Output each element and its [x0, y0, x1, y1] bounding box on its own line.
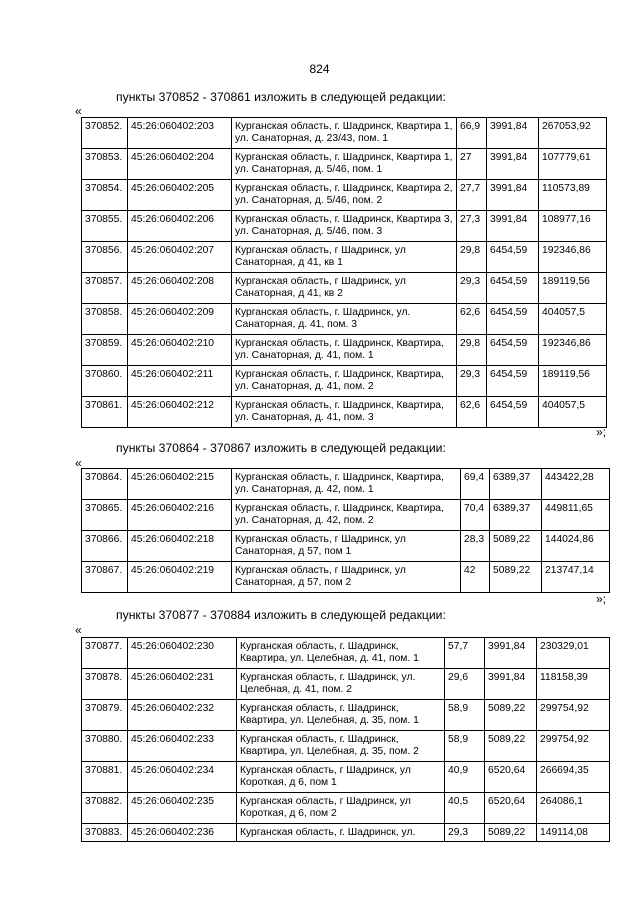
area-cell: 57,7 [445, 638, 485, 669]
cadastral-number-cell: 45:26:060402:209 [128, 304, 232, 335]
total-value-cell: 213747,14 [542, 562, 610, 593]
cadastral-number-cell: 45:26:060402:231 [128, 669, 237, 700]
cadastral-number-cell: 45:26:060402:208 [128, 273, 232, 304]
total-value-cell: 266694,35 [537, 762, 610, 793]
item-number-cell: 370854. [82, 180, 128, 211]
total-value-cell: 299754,92 [537, 731, 610, 762]
area-cell: 27 [457, 149, 487, 180]
address-cell: Курганская область, г Шадринск, ул Санаторная, д 57, пом 2 [232, 562, 461, 593]
total-value-cell: 443422,28 [542, 469, 610, 500]
area-cell: 29,6 [445, 669, 485, 700]
price-per-unit-cell: 6520,64 [485, 762, 537, 793]
table-row [82, 242, 607, 273]
table-row [82, 273, 607, 304]
table-row [82, 500, 610, 531]
address-cell: Курганская область, г Шадринск, ул Короткая, д 6, пом 2 [237, 793, 445, 824]
area-cell: 66,9 [457, 118, 487, 149]
item-number-cell: 370856. [82, 242, 128, 273]
cadastral-number-cell: 45:26:060402:219 [128, 562, 232, 593]
area-cell: 29,3 [445, 824, 485, 842]
price-per-unit-cell: 3991,84 [485, 638, 537, 669]
table-row [82, 149, 607, 180]
item-number-cell: 370883. [82, 824, 128, 842]
amendment-table [81, 117, 607, 428]
cadastral-number-cell: 45:26:060402:232 [128, 700, 237, 731]
total-value-cell: 192346,86 [539, 242, 607, 273]
address-cell: Курганская область, г. Шадринск, Квартира, ул. Целебная, д. 41, пом. 1 [237, 638, 445, 669]
cadastral-number-cell: 45:26:060402:206 [128, 211, 232, 242]
total-value-cell: 404057,5 [539, 397, 607, 428]
address-cell: Курганская область, г. Шадринск, Квартира 1, ул. Санаторная, д. 23/43, пом. 1 [232, 118, 457, 149]
price-per-unit-cell: 3991,84 [487, 180, 539, 211]
total-value-cell: 108977,16 [539, 211, 607, 242]
total-value-cell: 107779,61 [539, 149, 607, 180]
table-row [82, 731, 610, 762]
address-cell: Курганская область, г. Шадринск, Квартира 1, ул. Санаторная, д. 5/46, пом. 1 [232, 149, 457, 180]
address-cell: Курганская область, г. Шадринск, Квартира, ул. Санаторная, д. 42, пом. 1 [232, 469, 461, 500]
total-value-cell: 110573,89 [539, 180, 607, 211]
price-per-unit-cell: 5089,22 [490, 531, 542, 562]
item-number-cell: 370860. [82, 366, 128, 397]
area-cell: 58,9 [445, 700, 485, 731]
cadastral-number-cell: 45:26:060402:215 [128, 469, 232, 500]
open-quote: « [75, 456, 82, 470]
area-cell: 28,3 [461, 531, 490, 562]
item-number-cell: 370881. [82, 762, 128, 793]
total-value-cell: 189119,56 [539, 366, 607, 397]
table-row [82, 562, 610, 593]
address-cell: Курганская область, г Шадринск, ул Короткая, д 6, пом 1 [237, 762, 445, 793]
price-per-unit-cell: 5089,22 [485, 700, 537, 731]
cadastral-number-cell: 45:26:060402:204 [128, 149, 232, 180]
cadastral-number-cell: 45:26:060402:212 [128, 397, 232, 428]
address-cell: Курганская область, г. Шадринск, ул. Целебная, д. 41, пом. 2 [237, 669, 445, 700]
item-number-cell: 370853. [82, 149, 128, 180]
total-value-cell: 118158,39 [537, 669, 610, 700]
table-row [82, 638, 610, 669]
table-row [82, 531, 610, 562]
table-row [82, 793, 610, 824]
price-per-unit-cell: 6389,37 [490, 500, 542, 531]
amendment-table [81, 468, 610, 593]
table-row [82, 824, 610, 842]
cadastral-number-cell: 45:26:060402:233 [128, 731, 237, 762]
item-number-cell: 370882. [82, 793, 128, 824]
price-per-unit-cell: 5089,22 [485, 731, 537, 762]
open-quote: « [75, 104, 82, 118]
cadastral-number-cell: 45:26:060402:205 [128, 180, 232, 211]
address-cell: Курганская область, г. Шадринск, Квартира, ул. Санаторная, д. 41, пом. 1 [232, 335, 457, 366]
price-per-unit-cell: 6454,59 [487, 273, 539, 304]
cadastral-number-cell: 45:26:060402:216 [128, 500, 232, 531]
cadastral-number-cell: 45:26:060402:230 [128, 638, 237, 669]
table-row [82, 669, 610, 700]
close-quote: »; [596, 592, 607, 606]
section-heading: пункты 370864 - 370867 изложить в следующей редакции: [116, 441, 446, 455]
address-cell: Курганская область, г. Шадринск, Квартира, ул. Целебная, д. 35, пом. 2 [237, 731, 445, 762]
price-per-unit-cell: 5089,22 [490, 562, 542, 593]
area-cell: 58,9 [445, 731, 485, 762]
item-number-cell: 370866. [82, 531, 128, 562]
area-cell: 29,8 [457, 335, 487, 366]
table-row [82, 762, 610, 793]
cadastral-number-cell: 45:26:060402:236 [128, 824, 237, 842]
address-cell: Курганская область, г. Шадринск, Квартира 2, ул. Санаторная, д. 5/46, пом. 2 [232, 180, 457, 211]
address-cell: Курганская область, г. Шадринск, Квартира, ул. Санаторная, д. 41, пом. 2 [232, 366, 457, 397]
total-value-cell: 230329,01 [537, 638, 610, 669]
area-cell: 40,5 [445, 793, 485, 824]
total-value-cell: 264086,1 [537, 793, 610, 824]
cadastral-number-cell: 45:26:060402:207 [128, 242, 232, 273]
area-cell: 62,6 [457, 304, 487, 335]
item-number-cell: 370864. [82, 469, 128, 500]
total-value-cell: 299754,92 [537, 700, 610, 731]
item-number-cell: 370878. [82, 669, 128, 700]
item-number-cell: 370852. [82, 118, 128, 149]
address-cell: Курганская область, г. Шадринск, Квартира, ул. Санаторная, д. 41, пом. 3 [232, 397, 457, 428]
price-per-unit-cell: 6454,59 [487, 397, 539, 428]
price-per-unit-cell: 6389,37 [490, 469, 542, 500]
cadastral-number-cell: 45:26:060402:235 [128, 793, 237, 824]
cadastral-number-cell: 45:26:060402:234 [128, 762, 237, 793]
area-cell: 62,6 [457, 397, 487, 428]
section-heading: пункты 370877 - 370884 изложить в следующей редакции: [116, 608, 446, 622]
cadastral-number-cell: 45:26:060402:218 [128, 531, 232, 562]
price-per-unit-cell: 6454,59 [487, 366, 539, 397]
price-per-unit-cell: 3991,84 [487, 118, 539, 149]
address-cell: Курганская область, г Шадринск, ул Санаторная, д 57, пом 1 [232, 531, 461, 562]
item-number-cell: 370865. [82, 500, 128, 531]
table-row [82, 335, 607, 366]
price-per-unit-cell: 6454,59 [487, 335, 539, 366]
address-cell: Курганская область, г Шадринск, ул Санаторная, д 41, кв 1 [232, 242, 457, 273]
close-quote: »; [596, 425, 607, 439]
area-cell: 29,3 [457, 366, 487, 397]
area-cell: 40,9 [445, 762, 485, 793]
table-row [82, 700, 610, 731]
total-value-cell: 449811,65 [542, 500, 610, 531]
page-number: 824 [309, 62, 330, 76]
area-cell: 42 [461, 562, 490, 593]
item-number-cell: 370858. [82, 304, 128, 335]
item-number-cell: 370859. [82, 335, 128, 366]
price-per-unit-cell: 3991,84 [487, 149, 539, 180]
item-number-cell: 370877. [82, 638, 128, 669]
table-row [82, 397, 607, 428]
address-cell: Курганская область, г. Шадринск, Квартира, ул. Санаторная, д. 42, пом. 2 [232, 500, 461, 531]
area-cell: 27,3 [457, 211, 487, 242]
open-quote: « [75, 623, 82, 637]
total-value-cell: 189119,56 [539, 273, 607, 304]
area-cell: 29,8 [457, 242, 487, 273]
amendment-table [81, 637, 610, 842]
price-per-unit-cell: 6454,59 [487, 304, 539, 335]
price-per-unit-cell: 6520,64 [485, 793, 537, 824]
total-value-cell: 267053,92 [539, 118, 607, 149]
total-value-cell: 192346,86 [539, 335, 607, 366]
table-row [82, 469, 610, 500]
price-per-unit-cell: 6454,59 [487, 242, 539, 273]
table-row [82, 211, 607, 242]
section-heading: пункты 370852 - 370861 изложить в следующей редакции: [116, 90, 446, 104]
total-value-cell: 149114,08 [537, 824, 610, 842]
price-per-unit-cell: 3991,84 [485, 669, 537, 700]
table-row [82, 366, 607, 397]
item-number-cell: 370879. [82, 700, 128, 731]
table-row [82, 180, 607, 211]
cadastral-number-cell: 45:26:060402:210 [128, 335, 232, 366]
item-number-cell: 370867. [82, 562, 128, 593]
area-cell: 27,7 [457, 180, 487, 211]
total-value-cell: 144024,86 [542, 531, 610, 562]
item-number-cell: 370880. [82, 731, 128, 762]
price-per-unit-cell: 5089,22 [485, 824, 537, 842]
address-cell: Курганская область, г. Шадринск, Квартира, ул. Целебная, д. 35, пом. 1 [237, 700, 445, 731]
area-cell: 69,4 [461, 469, 490, 500]
address-cell: Курганская область, г. Шадринск, ул. [237, 824, 445, 842]
item-number-cell: 370855. [82, 211, 128, 242]
table-row [82, 304, 607, 335]
price-per-unit-cell: 3991,84 [487, 211, 539, 242]
item-number-cell: 370857. [82, 273, 128, 304]
table-row [82, 118, 607, 149]
address-cell: Курганская область, г. Шадринск, Квартира 3, ул. Санаторная, д. 5/46, пом. 3 [232, 211, 457, 242]
cadastral-number-cell: 45:26:060402:203 [128, 118, 232, 149]
cadastral-number-cell: 45:26:060402:211 [128, 366, 232, 397]
total-value-cell: 404057,5 [539, 304, 607, 335]
address-cell: Курганская область, г. Шадринск, ул. Санаторная, д. 41, пом. 3 [232, 304, 457, 335]
area-cell: 70,4 [461, 500, 490, 531]
address-cell: Курганская область, г Шадринск, ул Санаторная, д 41, кв 2 [232, 273, 457, 304]
item-number-cell: 370861. [82, 397, 128, 428]
area-cell: 29,3 [457, 273, 487, 304]
